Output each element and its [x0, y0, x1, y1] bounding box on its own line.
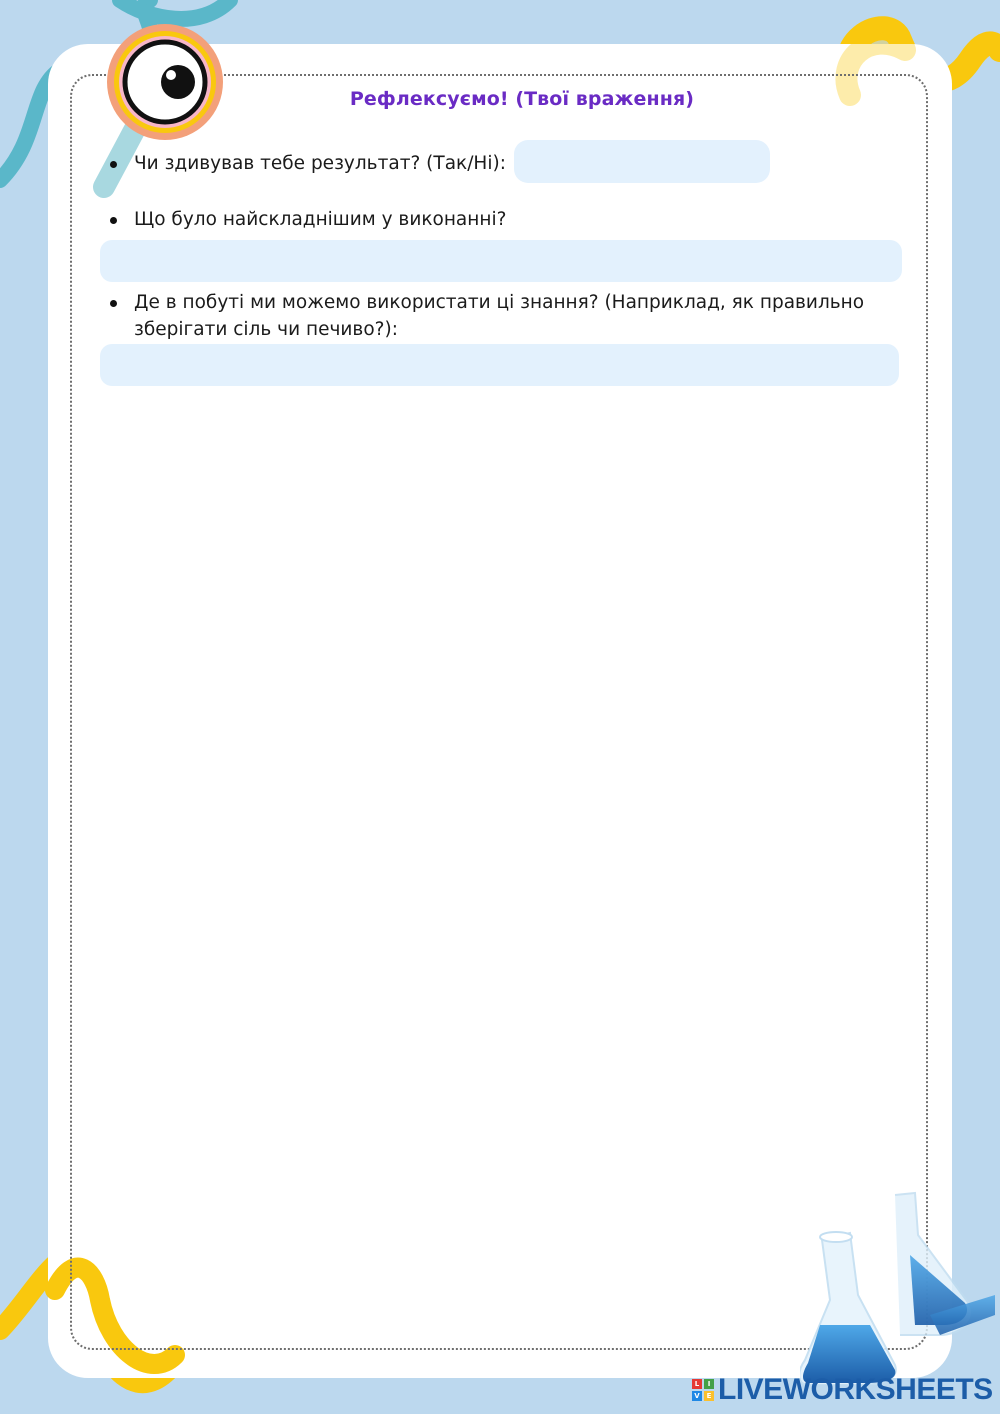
- logo-block: L: [692, 1379, 702, 1389]
- bullet: [110, 161, 117, 168]
- question-2-text: Що було найскладнішим у виконанні?: [134, 209, 507, 230]
- question-3-text-line-2: зберігати сіль чи печиво?):: [134, 319, 398, 340]
- logo-block: I: [704, 1379, 714, 1389]
- logo-blocks-icon: [692, 1379, 714, 1401]
- question-1-text: Чи здивував тебе результат? (Так/Ні):: [134, 153, 506, 174]
- logo-block: V: [692, 1391, 702, 1401]
- liveworksheets-logo: [692, 1374, 993, 1406]
- lab-flasks-icon: [800, 1185, 1000, 1385]
- answer-3-field[interactable]: [100, 344, 899, 386]
- bullet: [110, 300, 117, 307]
- answer-2-field[interactable]: [100, 240, 902, 282]
- bullet: [110, 217, 117, 224]
- page-title: Рефлексуємо! (Твої враження): [349, 88, 695, 110]
- logo-text: LIVEWORKSHEETS: [718, 1373, 993, 1406]
- eye-magnifier-icon: [76, 22, 236, 212]
- logo-block: E: [704, 1391, 714, 1401]
- answer-1-field[interactable]: [514, 140, 770, 183]
- question-3-text-line-1: Де в побуті ми можемо використати ці знання? (Наприклад, як правильно: [134, 292, 865, 313]
